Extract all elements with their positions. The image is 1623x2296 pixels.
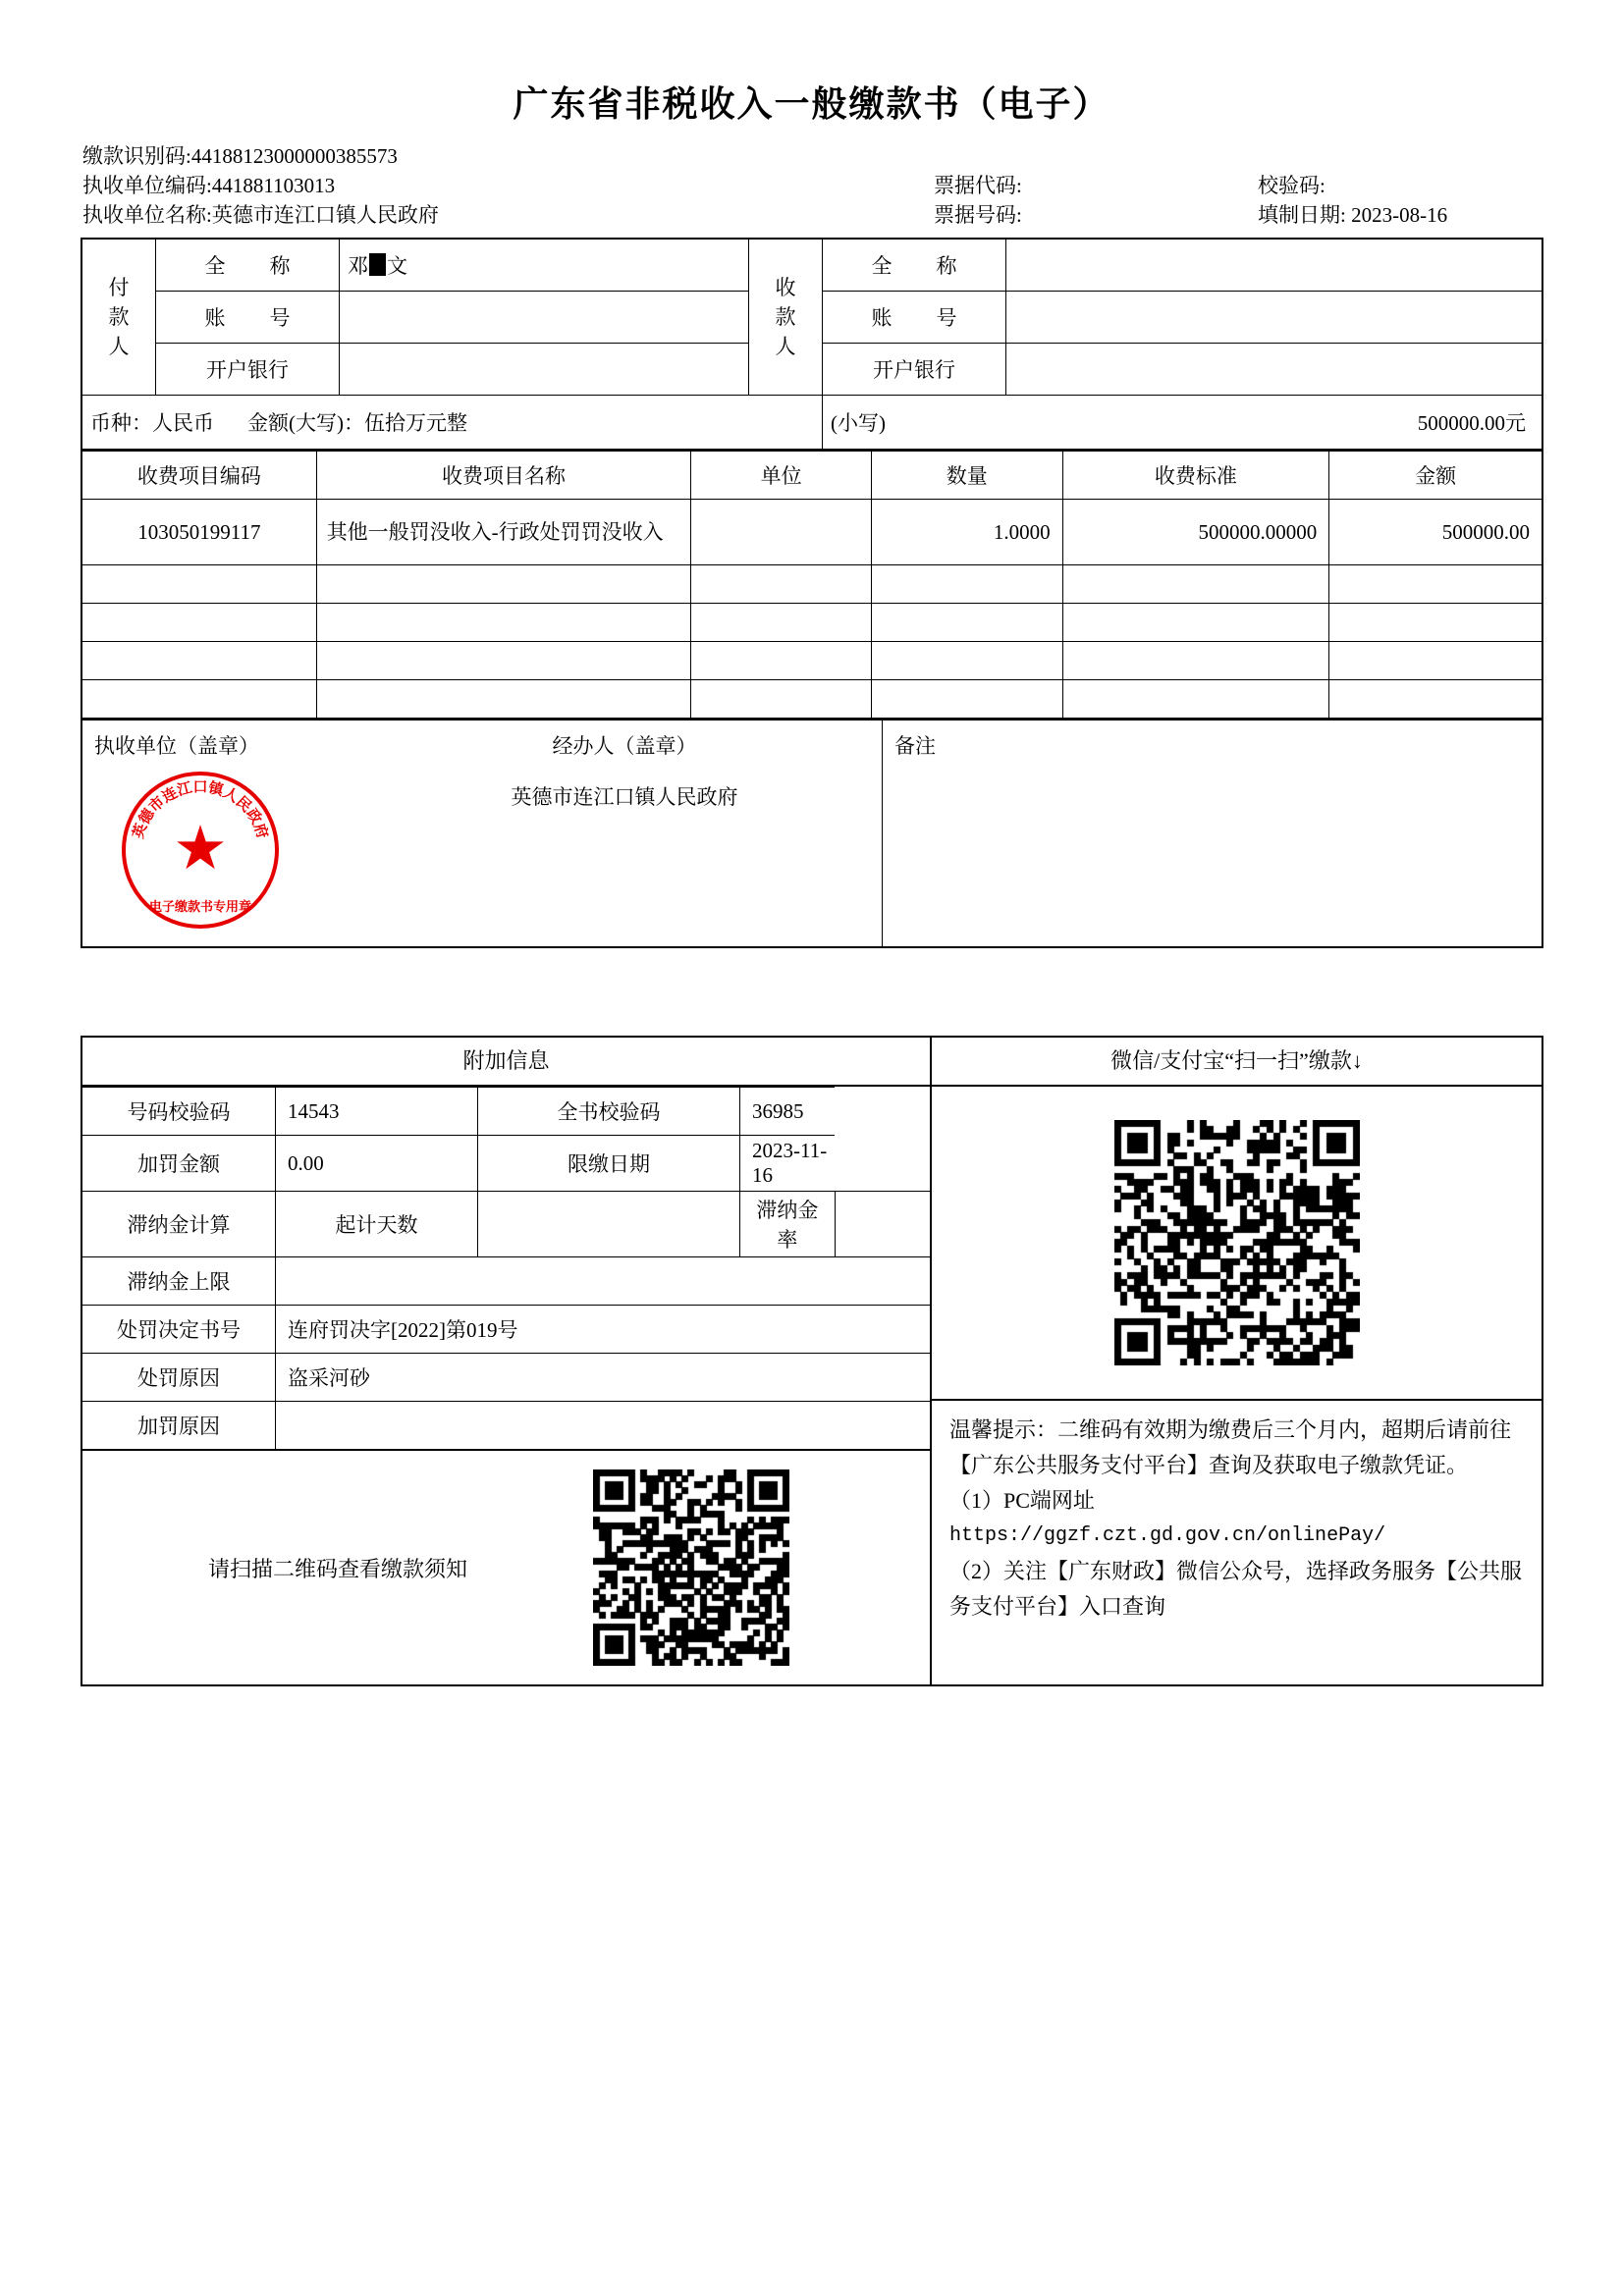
meta-row-payid	[82, 141, 1542, 171]
payer-account-value	[340, 292, 749, 344]
item-standard: 500000.00000	[1062, 500, 1329, 565]
payer-name-suffix: 文	[387, 254, 407, 278]
payee-label-char-0: 收	[775, 276, 796, 299]
notice-line-1: 温馨提示：二维码有效期为缴费后三个月内，超期后请前往【广东公共服务支付平台】查询及获取电子缴款凭证。	[949, 1417, 1512, 1477]
empty-cell	[81, 604, 316, 642]
payee-label-char-1: 款	[775, 305, 796, 329]
fill-date	[1258, 200, 1542, 230]
notice-line-3: （2）关注【广东财政】微信公众号，选择政务服务【公共服务支付平台】入口查询	[949, 1559, 1523, 1619]
late-fee-cap-label: 滞纳金上限	[82, 1257, 276, 1306]
amount-words-cell	[81, 396, 823, 451]
late-days-value	[478, 1192, 740, 1257]
payee-label	[749, 239, 823, 396]
payment-qr-area	[932, 1087, 1542, 1399]
signature-table	[81, 720, 1543, 948]
item-unit	[691, 500, 872, 565]
empty-cell	[316, 642, 691, 680]
notice-line-2: （1）PC端网址	[949, 1488, 1095, 1513]
empty-cell	[871, 642, 1062, 680]
additional-info-panel	[82, 1038, 932, 1684]
bill-code	[934, 171, 1258, 200]
payee-name-value	[1006, 239, 1543, 292]
unit-name	[82, 200, 439, 230]
item-code: 103050199117	[81, 500, 316, 565]
payer-name-label: 全 称	[156, 239, 340, 292]
table-row	[81, 721, 1542, 948]
payee-bank-value	[1006, 344, 1543, 396]
payee-label-char-2: 人	[775, 335, 796, 358]
payer-bank-label: 开户银行	[156, 344, 340, 396]
empty-cell	[1062, 604, 1329, 642]
payee-account-label: 账 号	[823, 292, 1006, 344]
table-row	[82, 1192, 930, 1257]
payer-bank-value	[340, 344, 749, 396]
table-row	[81, 604, 1542, 642]
unit-name-value: 英德市连江口镇人民政府	[211, 203, 439, 227]
col-item-name: 收费项目名称	[316, 452, 691, 500]
payer-label-char-2: 人	[108, 335, 130, 358]
operator-name: 英德市连江口镇人民政府	[511, 785, 738, 809]
decision-number-value: 连府罚决字[2022]第019号	[276, 1306, 931, 1354]
extra-reason-value	[276, 1402, 931, 1450]
table-row	[82, 1257, 930, 1306]
remark-cell	[883, 721, 1543, 948]
parties-table	[81, 238, 1543, 451]
star-icon: ★	[173, 815, 228, 882]
operator-label: 经办人（盖章）	[552, 734, 697, 758]
table-row	[81, 239, 1542, 292]
col-amount: 金额	[1329, 452, 1542, 500]
bill-no	[934, 200, 1258, 230]
payment-panel	[932, 1038, 1542, 1684]
empty-cell	[691, 604, 872, 642]
check-code	[1258, 171, 1542, 200]
additional-table	[82, 1087, 930, 1449]
extra-penalty-value: 0.00	[276, 1136, 478, 1192]
late-days-label: 起计天数	[276, 1192, 478, 1257]
number-check-code-value: 14543	[276, 1088, 478, 1136]
payer-label	[81, 239, 156, 396]
full-check-code-label: 全书校验码	[478, 1088, 740, 1136]
bill-code-label: 票据代码:	[934, 174, 1022, 197]
empty-cell	[871, 680, 1062, 720]
item-amount: 500000.00	[1329, 500, 1542, 565]
amount-digits-label: (小写)	[831, 411, 886, 435]
scan-notice-row	[82, 1449, 930, 1684]
full-check-code-value: 36985	[740, 1088, 836, 1136]
empty-cell	[316, 680, 691, 720]
bill-no-label: 票据号码:	[934, 203, 1022, 227]
payer-name-prefix: 邓	[348, 254, 368, 278]
signature-headings	[94, 730, 870, 760]
notice-url[interactable]: https://ggzf.czt.gd.gov.cn/onlinePay/	[949, 1524, 1386, 1547]
empty-cell	[81, 642, 316, 680]
table-row	[81, 500, 1542, 565]
empty-cell	[1329, 604, 1542, 642]
col-quantity: 数量	[871, 452, 1062, 500]
empty-cell	[1329, 642, 1542, 680]
amount-digits-value: 500000.00元	[1417, 411, 1526, 435]
wechat-alipay-title: 微信/支付宝“扫一扫”缴款↓	[932, 1038, 1542, 1087]
amount-digits-cell	[823, 396, 1543, 451]
payee-bank-label: 开户银行	[823, 344, 1006, 396]
redaction-block	[369, 253, 386, 276]
remark-label: 备注	[894, 734, 936, 758]
currency-label: 币种：	[90, 411, 152, 435]
payer-name-value	[340, 239, 749, 292]
item-quantity: 1.0000	[871, 500, 1062, 565]
decision-number-label: 处罚决定书号	[82, 1306, 276, 1354]
deadline-value: 2023-11-16	[740, 1136, 836, 1192]
unit-seal-label: 执收单位（盖章）	[94, 734, 259, 758]
table-row	[82, 1136, 930, 1192]
unit-name-label: 执收单位名称:	[82, 203, 212, 227]
empty-cell	[1062, 565, 1329, 604]
amount-row	[81, 396, 1542, 451]
col-item-code: 收费项目编码	[81, 452, 316, 500]
table-row	[82, 1306, 930, 1354]
payer-label-char-1: 款	[108, 305, 130, 329]
svg-text:英德市连江口镇人民政府: 英德市连江口镇人民政府	[131, 779, 270, 841]
extra-penalty-label: 加罚金额	[82, 1136, 276, 1192]
lower-section	[81, 1036, 1543, 1686]
items-header-row	[81, 452, 1542, 500]
official-seal	[122, 772, 279, 929]
payee-account-value	[1006, 292, 1543, 344]
table-row	[81, 642, 1542, 680]
late-fee-calc-label: 滞纳金计算	[82, 1192, 276, 1257]
page-title: 广东省非税收入一般缴款书（电子）	[513, 84, 1110, 124]
fill-date-value: 2023-08-16	[1351, 203, 1448, 227]
late-rate-label: 滞纳金率	[740, 1192, 836, 1257]
pay-id	[82, 141, 398, 171]
check-code-label: 校验码:	[1258, 174, 1325, 197]
col-standard: 收费标准	[1062, 452, 1329, 500]
empty-cell	[1329, 565, 1542, 604]
table-row	[82, 1354, 930, 1402]
number-check-code-label: 号码校验码	[82, 1088, 276, 1136]
seal-bottom-text: 电子缴款书专用章	[148, 899, 251, 914]
table-row	[82, 1402, 930, 1450]
col-unit: 单位	[691, 452, 872, 500]
empty-cell	[691, 565, 872, 604]
unit-code-value: 441881103013	[211, 174, 336, 197]
empty-cell	[871, 604, 1062, 642]
signature-cell	[81, 721, 883, 948]
penalty-reason-value: 盗采河砂	[276, 1354, 931, 1402]
amount-words-value: 伍拾万元整	[364, 411, 467, 435]
late-fee-cap-value	[276, 1257, 931, 1306]
penalty-reason-label: 处罚原因	[82, 1354, 276, 1402]
empty-cell	[316, 604, 691, 642]
pay-id-value: 44188123000000385573	[190, 144, 398, 168]
late-rate-value	[835, 1192, 930, 1257]
empty-cell	[316, 565, 691, 604]
deadline-label: 限缴日期	[478, 1136, 740, 1192]
table-row	[81, 680, 1542, 720]
meta-row-unitname	[82, 200, 1542, 230]
extra-reason-label: 加罚原因	[82, 1402, 276, 1450]
empty-cell	[1329, 680, 1542, 720]
empty-cell	[81, 680, 316, 720]
payment-qr-code[interactable]	[1114, 1120, 1360, 1365]
payee-name-label: 全 称	[823, 239, 1006, 292]
table-row	[81, 565, 1542, 604]
empty-cell	[1062, 680, 1329, 720]
meta-row-unitcode	[82, 171, 1542, 200]
payer-account-label: 账 号	[156, 292, 340, 344]
currency-value: 人民币	[152, 411, 214, 435]
empty-cell	[81, 565, 316, 604]
fill-date-label: 填制日期:	[1258, 203, 1346, 227]
header-meta	[0, 141, 1623, 230]
amount-words-label: 金额(大写)：	[247, 411, 364, 435]
payment-notice	[932, 1399, 1542, 1684]
empty-cell	[691, 642, 872, 680]
unit-code-label: 执收单位编码:	[82, 174, 212, 197]
item-name: 其他一般罚没收入-行政处罚罚没收入	[316, 500, 691, 565]
empty-cell	[1062, 642, 1329, 680]
notice-qr-code[interactable]	[593, 1469, 789, 1666]
table-row	[82, 1088, 930, 1136]
additional-title: 附加信息	[82, 1038, 930, 1087]
empty-cell	[691, 680, 872, 720]
payer-label-char-0: 付	[108, 276, 130, 299]
empty-cell	[871, 565, 1062, 604]
unit-code	[82, 171, 335, 200]
scan-notice-text: 请扫描二维码查看缴款须知	[207, 1556, 467, 1581]
items-table	[81, 451, 1543, 720]
pay-id-label: 缴款识别码:	[82, 144, 191, 168]
